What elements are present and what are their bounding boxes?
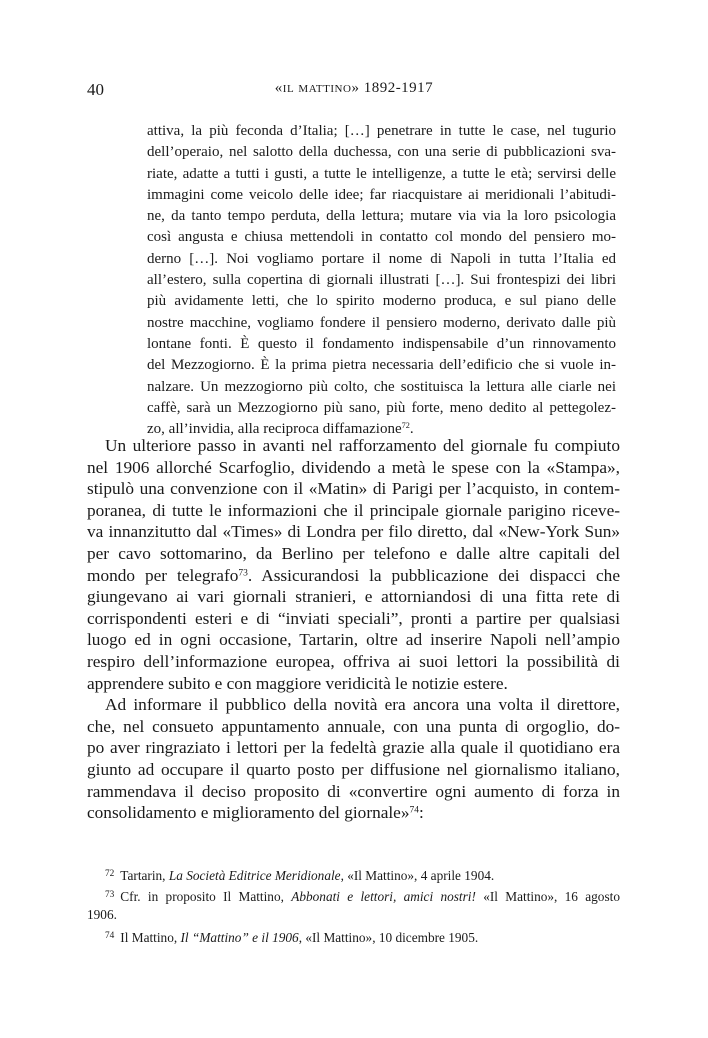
paragraph-text: mondo per telegrafo [87, 565, 239, 585]
footnote-text: Cfr. in proposito Il Mattino, [120, 888, 292, 904]
footnote-text: Il Mattino, [120, 929, 181, 945]
quote-line: nostre macchine, vogliamo fondere il pensiero moderno, derivato dalle più [147, 314, 616, 331]
paragraph-line: stipulò una convenzione con il «Matin» di Parigi per l’acquisto, in contem- [87, 479, 620, 499]
paragraph-line: po aver ringraziato i lettori per la fedeltà grazie alla quale il quotidiano era [87, 738, 620, 758]
quote-text: zo, all’invidia, alla reciproca diffamazione [147, 421, 402, 438]
footnote-ref-72[interactable]: 72 [401, 421, 410, 431]
quote-line: immagini come veicolo delle idee; far riacquistare ai meridionali l’abitudi- [147, 186, 616, 203]
footnote-74 [87, 926, 620, 947]
footnote-text: , «Il Mattino», 10 dicembre 1905. [298, 929, 479, 945]
paragraph-line [87, 802, 620, 824]
footnote-ref-73[interactable]: 73 [238, 567, 248, 578]
footnote-72 [87, 864, 620, 885]
quote-line: riate, adatte a tutti i gusti, a tutte le intelligenze, a tutte le età; servirsi delle [147, 165, 616, 182]
running-head [0, 80, 708, 97]
paragraph-end: : [419, 803, 424, 823]
footnote-73-continuation: 1906. [87, 907, 117, 922]
quote-line: all’estero, sulla copertina di giornali illustrati […]. Sui frontespizi dei libri [147, 272, 616, 289]
paragraph-line: Ad informare il pubblico della novità era ancora una volta il direttore, [105, 695, 620, 715]
footnote-text: Tartarin, [120, 868, 169, 884]
quote-line: attiva, la più feconda d’Italia; […] penetrare in tutte le case, nel tugurio [147, 123, 616, 139]
paragraph-line: per cavo sottomarino, da Berlino per telefono e dalle altre capitali del [87, 543, 620, 563]
footnote-number: 72 [105, 869, 115, 879]
footnote-number: 74 [105, 930, 115, 941]
paragraph-line: giunto ad occupare il quarto posto per diffusione nel giornalismo italiano, [87, 759, 620, 779]
paragraph-line: respiro dell’informazione europea, offriva ai suoi lettori la possibilità di [87, 651, 620, 671]
footnote-73 [87, 885, 620, 906]
footnote-text: «Il Mattino», 16 agosto [475, 888, 620, 904]
paragraph-line: rammendava il deciso proposito di «convertire ogni aumento di forza in [87, 781, 620, 801]
paragraph-line: va innanzitutto dal «Times» di Londra per filo diretto, dal «New-York Sun» [87, 522, 620, 542]
footnote-title: La Società Editrice Meridionale [168, 868, 341, 884]
quote-line: lontane fonti. È questo il fondamento indispensabile d’un rinnovamento [147, 335, 616, 352]
quote-line: dell’operaio, nel salotto della duchessa, con una serie di pubblicazioni sva- [147, 144, 616, 161]
paragraph-line: poranea, di tutte le informazioni che il principale giornale parigino riceve- [87, 500, 620, 520]
footnote-text: , «Il Mattino», 4 aprile 1904. [340, 868, 495, 884]
quote-line: nalzare. Un mezzogiorno più colto, che sostituisca la lettura alle ciarle nei [147, 378, 616, 395]
quote-line: del Mezzogiorno. È la prima pietra necessaria dell’edificio che si vuole in- [147, 357, 616, 374]
quote-line: più avidamente letti, che lo spirito moderno produca, e sul piano delle [147, 293, 616, 310]
quote-end: . [409, 421, 414, 438]
footnote-number: 73 [105, 889, 115, 900]
footnote-title: Abbonati e lettori, amici nostri! [291, 888, 476, 904]
paragraph-line [87, 565, 620, 587]
paragraph-line: Un ulteriore passo in avanti nel rafforzamento del giornale fu compiuto [105, 436, 620, 455]
running-head-suffix: » 1892-1917 [351, 80, 434, 96]
quote-line: derno […]. Noi vogliamo portare il nome di Napoli in tutta l’Italia ed [147, 250, 616, 267]
footnotes [87, 864, 620, 946]
body-text [87, 435, 620, 824]
quote-line: ne, da tanto tempo perduta, della lettura; mutare via via la loro psicologia [147, 208, 616, 225]
block-quote [147, 121, 616, 440]
running-head-title: il mattino [282, 80, 352, 96]
paragraph-line: corrispondenti esteri e di “inviati speciali”, pronti a partire per qualsiasi [87, 608, 620, 628]
paragraph-line: nel 1906 allorché Scarfoglio, dividendo a metà le spese con la «Stampa», [87, 457, 620, 477]
quote-line: così angusta e chiusa mettendoli in contatto col mondo del pensiero mo- [147, 229, 616, 246]
quote-line: caffè, sarà un Mezzogiorno più sano, più forte, meno dedito al pettegolez- [147, 399, 616, 416]
paragraph-line: che, nel consueto appuntamento annuale, con una punta di orgoglio, do- [87, 716, 620, 736]
paragraph-line: luogo ed in ogni occasione, Tartarin, oltre ad inserire Napoli nell’ampio [87, 630, 620, 650]
paragraph-text: . Assicurandosi la pubblicazione dei dispacci che [247, 565, 620, 585]
footnote-title: Il “Mattino” e il 1906 [180, 929, 299, 945]
footnote-ref-74[interactable]: 74 [409, 805, 419, 816]
paragraph-line: apprendere subito e con maggiore veridicità le notizie estere. [87, 673, 508, 693]
running-head-prefix: « [274, 80, 283, 96]
page-number: 40 [87, 80, 104, 99]
paragraph-line: giungevano ai vari giornali stranieri, e attorniandosi di una fitta rete di [87, 587, 620, 607]
paragraph-text: consolidamento e miglioramento del giornale» [87, 803, 410, 823]
